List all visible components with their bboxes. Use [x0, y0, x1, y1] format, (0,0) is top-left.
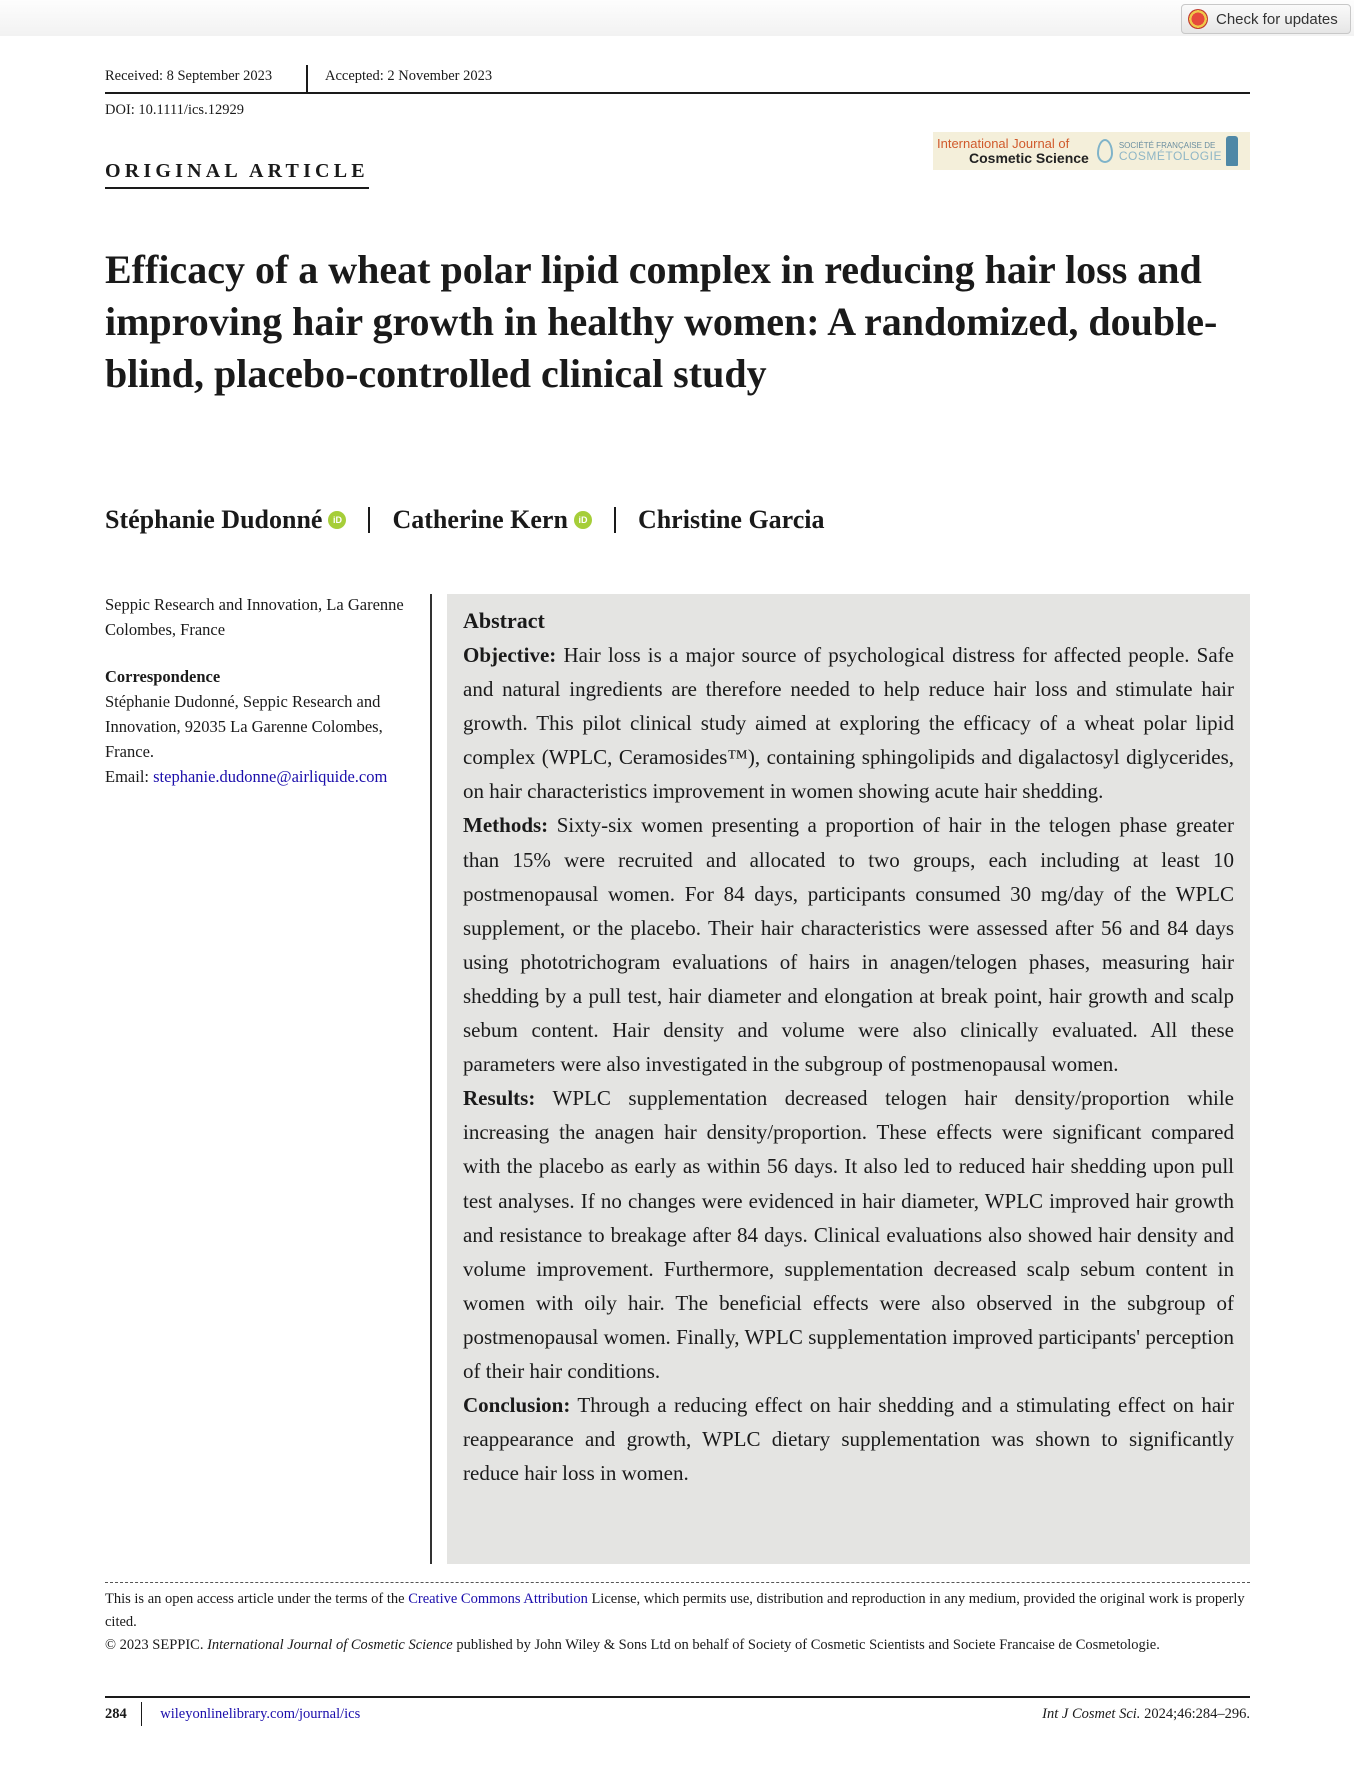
accepted-date: Accepted: 2 November 2023	[325, 68, 493, 84]
check-for-updates-label: Check for updates	[1216, 10, 1338, 28]
water-drop-icon	[1097, 139, 1113, 163]
objective-text: Hair loss is a major source of psychological distress for affected people. Safe and natural ingredients are therefore needed to help reduce hair loss and stimulate hair growth. This pilot clinical study aimed at exploring the efficacy of a wheat polar lipid complex (WPLC, Ceramosides™), containing sphingolipids and digalactosyl diglycerides, on hair characteristics improvement in women showing acute hair shedding.	[463, 643, 1234, 804]
creative-commons-link[interactable]: Creative Commons Attribution	[408, 1591, 588, 1607]
footer-rule	[105, 1696, 1250, 1698]
affiliation: Seppic Research and Innovation, La Garenne Colombes, France	[105, 595, 404, 639]
correspondence-heading: Correspondence	[105, 667, 221, 686]
email-link[interactable]: stephanie.dudonne@airliquide.com	[153, 767, 388, 786]
author-name: Christine Garcia	[637, 505, 825, 534]
license-notice	[105, 1588, 1250, 1657]
correspondence-address: Stéphanie Dudonné, Seppic Research and Innovation, 92035 La Garenne Colombes, France.	[105, 692, 383, 761]
license-text: This is an open access article under the terms of the Creative Commons Attribution License, which permits use, distribution and reproduction in any medium, provided the original work is properly cited.	[105, 1591, 1245, 1630]
license-divider	[105, 1582, 1250, 1583]
society-logo-line2: COSMÉTOLOGIE	[1118, 149, 1222, 163]
journal-logo	[933, 132, 1250, 170]
orcid-icon[interactable]: iD	[328, 511, 346, 529]
column-divider	[430, 594, 432, 1564]
article-sidebar	[105, 592, 425, 789]
article-type: ORIGINAL ARTICLE	[105, 160, 369, 189]
conclusion-text: Through a reducing effect on hair shedding and a stimulating effect on hair reappearance and growth, WPLC dietary supplementation was shown to significantly reduce hair loss in women.	[463, 1393, 1234, 1486]
correspondence-email-line	[105, 764, 425, 789]
citation: Int J Cosmet Sci. 2024;46:284–296.	[1042, 1705, 1250, 1722]
article-title: Efficacy of a wheat polar lipid complex in reducing hair loss and improving hair growth in healthy women: A randomized, double-blind, placebo-controlled clinical study	[105, 247, 1218, 396]
page-footer	[105, 1702, 1250, 1726]
methods-text: Sixty-six women presenting a proportion of hair in the telogen phase greater than 15% were recruited and allocated to two groups, each including at least 10 postmenopausal women. For 84 days, participants consumed 30 mg/day of the WPLC supplement, or the placebo. Their hair characteristics were assessed after 56 and 84 days using phototrichogram evaluations of hairs in anagen/telogen phases, measuring hair shedding by a pull test, hair diameter and elongation at break point, hair growth and scalp sebum content. Hair density and volume were also clinically evaluated. All these parameters were also investigated in the subgroup of postmenopausal women.	[463, 813, 1234, 1077]
author-separator	[368, 507, 370, 533]
email-label: Email:	[105, 767, 154, 786]
society-logo-line1: SOCIÉTÉ FRANÇAISE DE	[1118, 141, 1216, 150]
author-list	[105, 505, 825, 535]
crossmark-icon	[1188, 9, 1208, 29]
header-rule	[105, 92, 1250, 94]
journal-url-link[interactable]: wileyonlinelibrary.com/journal/ics	[160, 1705, 361, 1722]
author-name: Catherine Kern	[392, 505, 568, 534]
doi: DOI: 10.1111/ics.12929	[105, 102, 244, 118]
society-emblem-icon	[1226, 136, 1238, 166]
results-text: WPLC supplementation decreased telogen hair density/proportion while increasing the anagen hair density/proportion. These effects were significant compared with the placebo as early as within 56 days. It also led to reduced hair shedding upon pull test analyses. If no changes were evidenced in hair diameter, WPLC improved hair growth and resistance to breakage after 84 days. Clinical evaluations also showed hair density and volume improvement. Furthermore, supplementation decreased scalp sebum content in women with oily hair. The beneficial effects were also observed in the subgroup of postmenopausal women. Finally, WPLC supplementation improved participants' perception of their hair conditions.	[463, 1086, 1234, 1383]
author-name: Stéphanie Dudonné	[105, 505, 323, 534]
check-for-updates-button[interactable]	[1181, 4, 1351, 34]
abstract-conclusion	[463, 1388, 1234, 1490]
journal-logo-line2: Cosmetic Science	[969, 150, 1089, 166]
viewer-toolbar	[0, 0, 1354, 36]
methods-label: Methods:	[463, 813, 549, 838]
copyright-text: © 2023 SEPPIC. International Journal of Cosmetic Science published by John Wiley & Sons Ltd on behalf of Society of Cosmetic Scientists and Societe Francaise de Cosmetologie.	[105, 1637, 1160, 1653]
orcid-icon[interactable]: iD	[574, 511, 592, 529]
abstract-methods	[463, 808, 1234, 1081]
conclusion-label: Conclusion:	[463, 1393, 571, 1418]
page-number: 284	[105, 1705, 127, 1722]
results-label: Results:	[463, 1086, 536, 1111]
abstract-results	[463, 1081, 1234, 1388]
footer-separator	[141, 1702, 143, 1726]
journal-name: International Journal of Cosmetic Science	[207, 1637, 453, 1653]
objective-label: Objective:	[463, 643, 557, 667]
journal-logo-line1: International Journal of	[937, 136, 1070, 151]
abstract-objective	[463, 638, 1234, 808]
abstract-heading: Abstract	[463, 608, 545, 633]
author-separator	[614, 507, 616, 533]
abstract-box	[447, 594, 1250, 1564]
received-date: Received: 8 September 2023	[105, 68, 273, 84]
header-separator	[306, 65, 308, 92]
